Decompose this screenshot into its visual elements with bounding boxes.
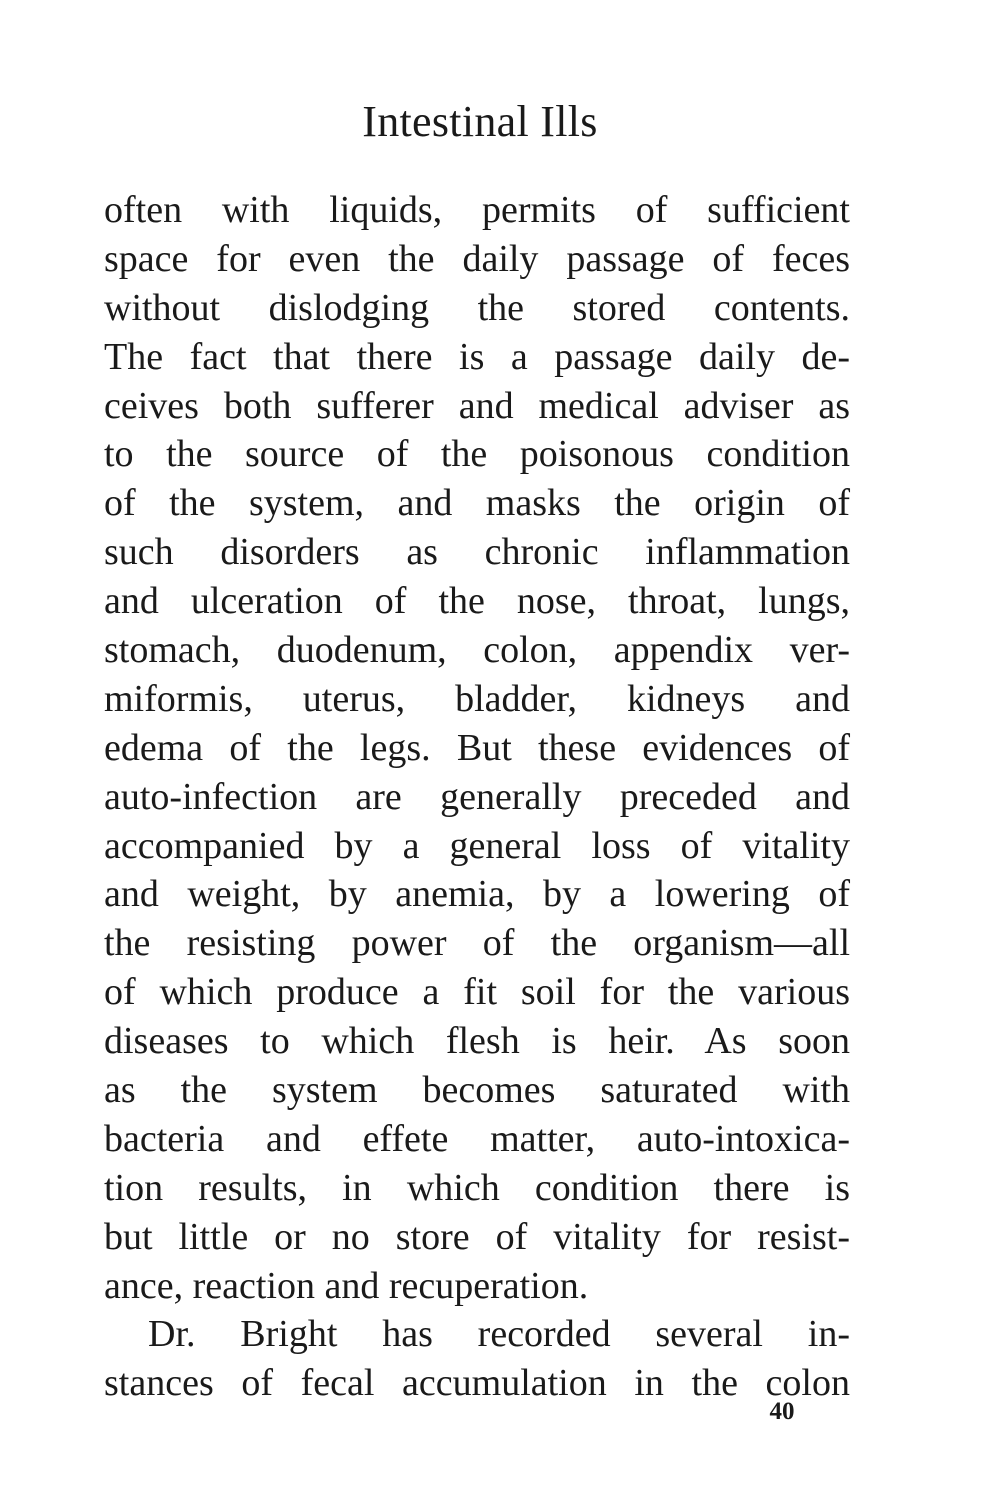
text-line: space for even the daily passage of feces — [104, 237, 850, 280]
text-line: as the system becomes saturated with — [104, 1069, 850, 1112]
text-line: the resisting power of the organism—all — [104, 922, 850, 965]
text-line: ceives both sufferer and medical adviser as — [104, 384, 850, 427]
text-line: diseases to which flesh is heir. As soon — [104, 1020, 850, 1063]
text-line: and weight, by anemia, by a lowering of — [104, 873, 850, 916]
paragraph-first-line: Dr. Bright has recorded several in- — [148, 1313, 850, 1356]
text-line: The fact that there is a passage daily de- — [104, 335, 850, 378]
paragraph-last-line: ance, reaction and recuperation. — [104, 1264, 589, 1307]
text-line: often with liquids, permits of sufficient — [104, 189, 850, 231]
text-line: auto-infection are generally preceded and — [104, 775, 850, 818]
page-number: 40 — [769, 1398, 795, 1425]
text-line: to the source of the poisonous condition — [104, 433, 850, 476]
text-line: of the system, and masks the origin of — [104, 482, 850, 525]
text-line: and ulceration of the nose, throat, lungs, — [104, 580, 850, 623]
text-line: tion results, in which condition there is — [104, 1166, 850, 1209]
text-line: such disorders as chronic inflammation — [104, 531, 850, 574]
text-line: without dislodging the stored contents. — [104, 286, 850, 329]
text-line: accompanied by a general loss of vitality — [104, 824, 850, 867]
body-text — [104, 186, 850, 1408]
text-line: but little or no store of vitality for resist- — [104, 1215, 850, 1258]
page-title: Intestinal Ills — [362, 97, 598, 146]
text-line: edema of the legs. But these evidences of — [104, 726, 850, 769]
text-line: bacteria and effete matter, auto-intoxica- — [104, 1117, 850, 1160]
text-line: stances of fecal accumulation in the colon — [104, 1362, 850, 1405]
text-line: miformis, uterus, bladder, kidneys and — [104, 677, 850, 720]
text-line: stomach, duodenum, colon, appendix ver- — [104, 629, 850, 672]
text-line: of which produce a fit soil for the various — [104, 971, 850, 1014]
